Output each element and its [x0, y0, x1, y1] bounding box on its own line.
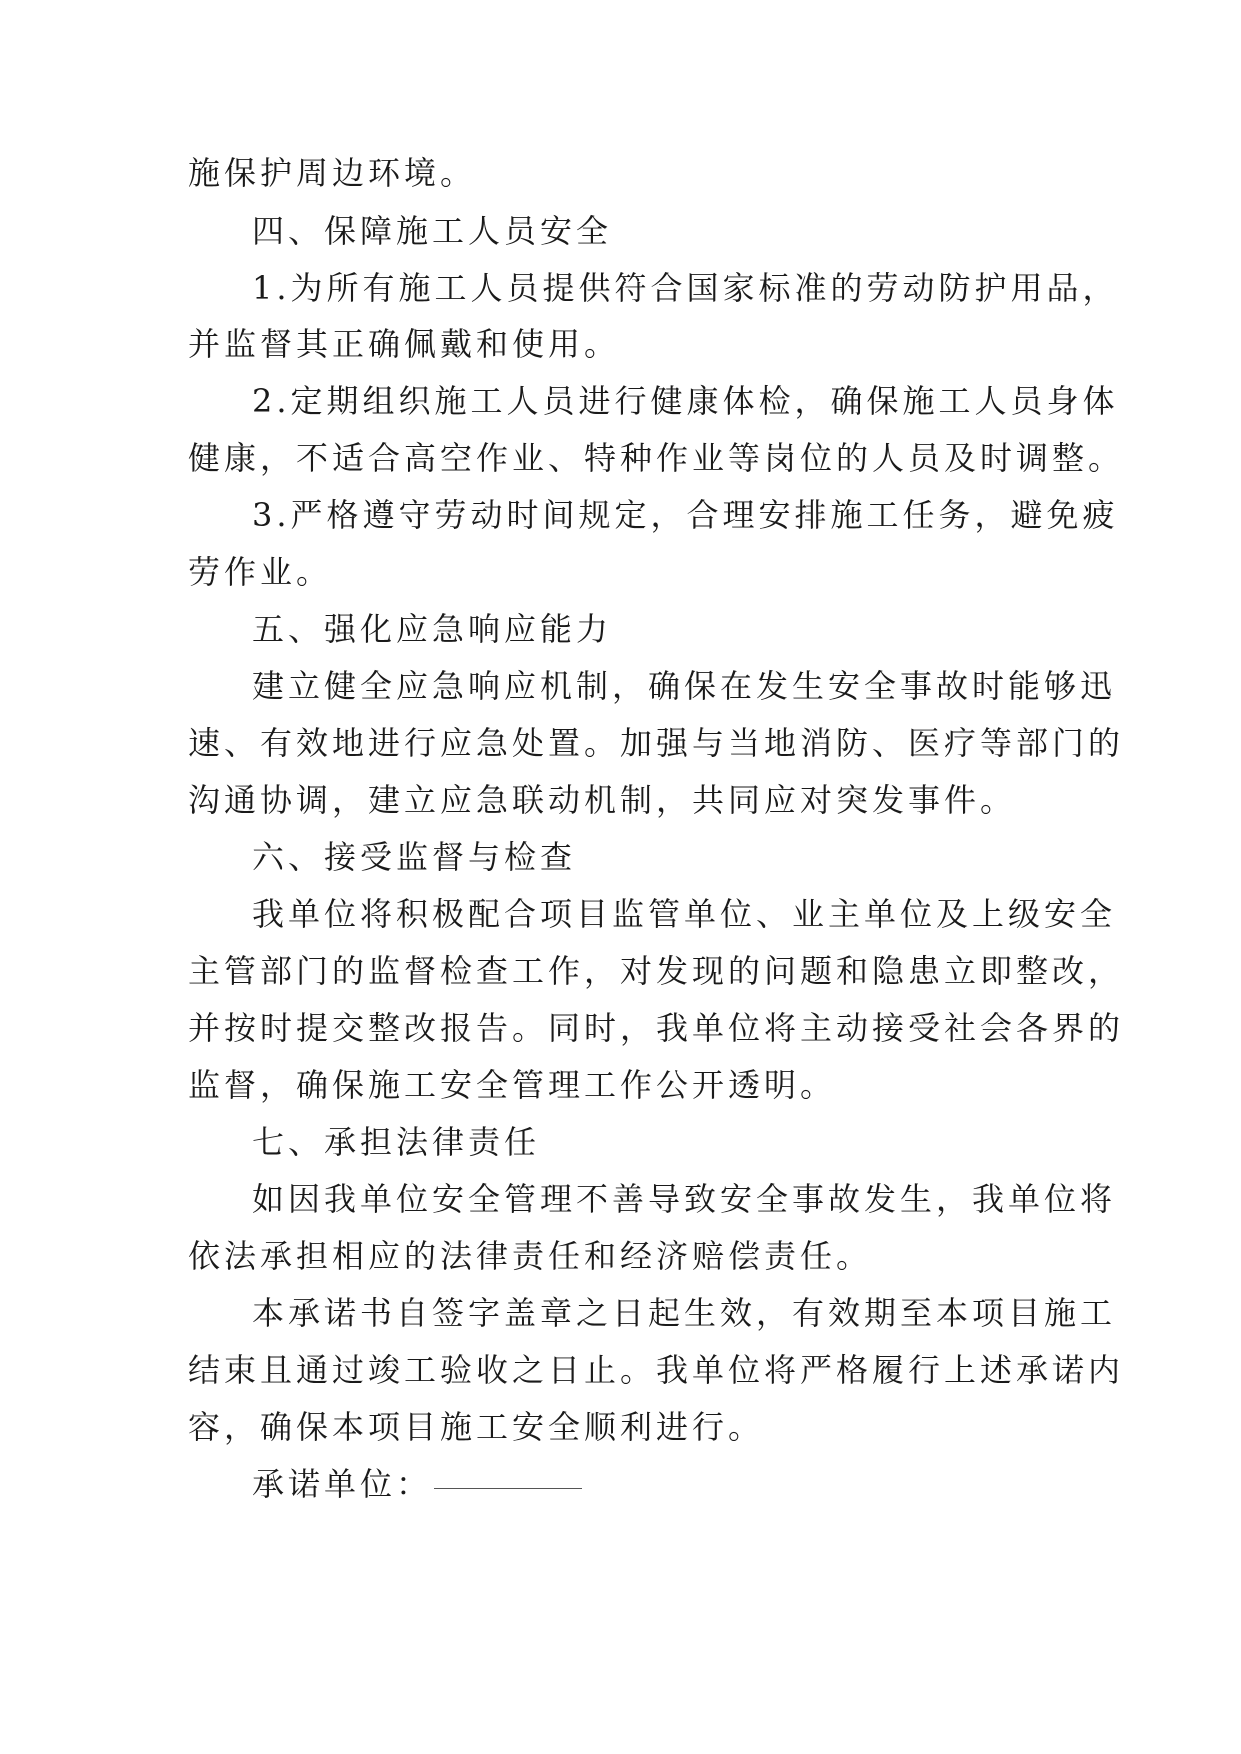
paragraph-line: 沟通协调，建立应急联动机制，共同应对突发事件。	[188, 781, 1017, 819]
paragraph-line: 并按时提交整改报告。同时，我单位将主动接受社会各界的	[188, 1009, 1125, 1047]
paragraph-line: 本承诺书自签字盖章之日起生效，有效期至本项目施工	[252, 1294, 1117, 1332]
paragraph-line: 劳作业。	[188, 553, 333, 591]
paragraph-line: 主管部门的监督检查工作，对发现的问题和隐患立即整改，	[188, 952, 1125, 990]
paragraph-line: 速、有效地进行应急处置。加强与当地消防、医疗等部门的	[188, 724, 1125, 762]
section-heading: 七、承担法律责任	[252, 1123, 541, 1161]
paragraph-line: 2.定期组织施工人员进行健康体检，确保施工人员身体	[252, 382, 1119, 420]
paragraph-line: 容，确保本项目施工安全顺利进行。	[188, 1408, 765, 1446]
section-heading: 六、接受监督与检查	[252, 838, 577, 876]
paragraph-line: 我单位将积极配合项目监管单位、业主单位及上级安全	[252, 895, 1117, 933]
section-heading: 五、强化应急响应能力	[252, 610, 613, 648]
paragraph-line: 1.为所有施工人员提供符合国家标准的劳动防护用品，	[252, 269, 1119, 307]
paragraph-line: 施保护周边环境。	[188, 154, 477, 192]
paragraph-line: 建立健全应急响应机制，确保在发生安全事故时能够迅	[252, 667, 1117, 705]
paragraph-line: 并监督其正确佩戴和使用。	[188, 325, 621, 363]
paragraph-line: 结束且通过竣工验收之日止。我单位将严格履行上述承诺内	[188, 1351, 1125, 1389]
paragraph-line: 如因我单位安全管理不善导致安全事故发生，我单位将	[252, 1180, 1117, 1218]
signature-blank[interactable]	[434, 1487, 582, 1489]
paragraph-line: 监督，确保施工安全管理工作公开透明。	[188, 1066, 837, 1104]
signature-line	[252, 1464, 582, 1504]
paragraph-line: 3.严格遵守劳动时间规定，合理安排施工任务，避免疲	[252, 496, 1119, 534]
paragraph-line: 依法承担相应的法律责任和经济赔偿责任。	[188, 1237, 873, 1275]
section-heading: 四、保障施工人员安全	[252, 212, 613, 250]
paragraph-line: 健康，不适合高空作业、特种作业等岗位的人员及时调整。	[188, 439, 1125, 477]
signature-label: 承诺单位：	[252, 1465, 433, 1503]
